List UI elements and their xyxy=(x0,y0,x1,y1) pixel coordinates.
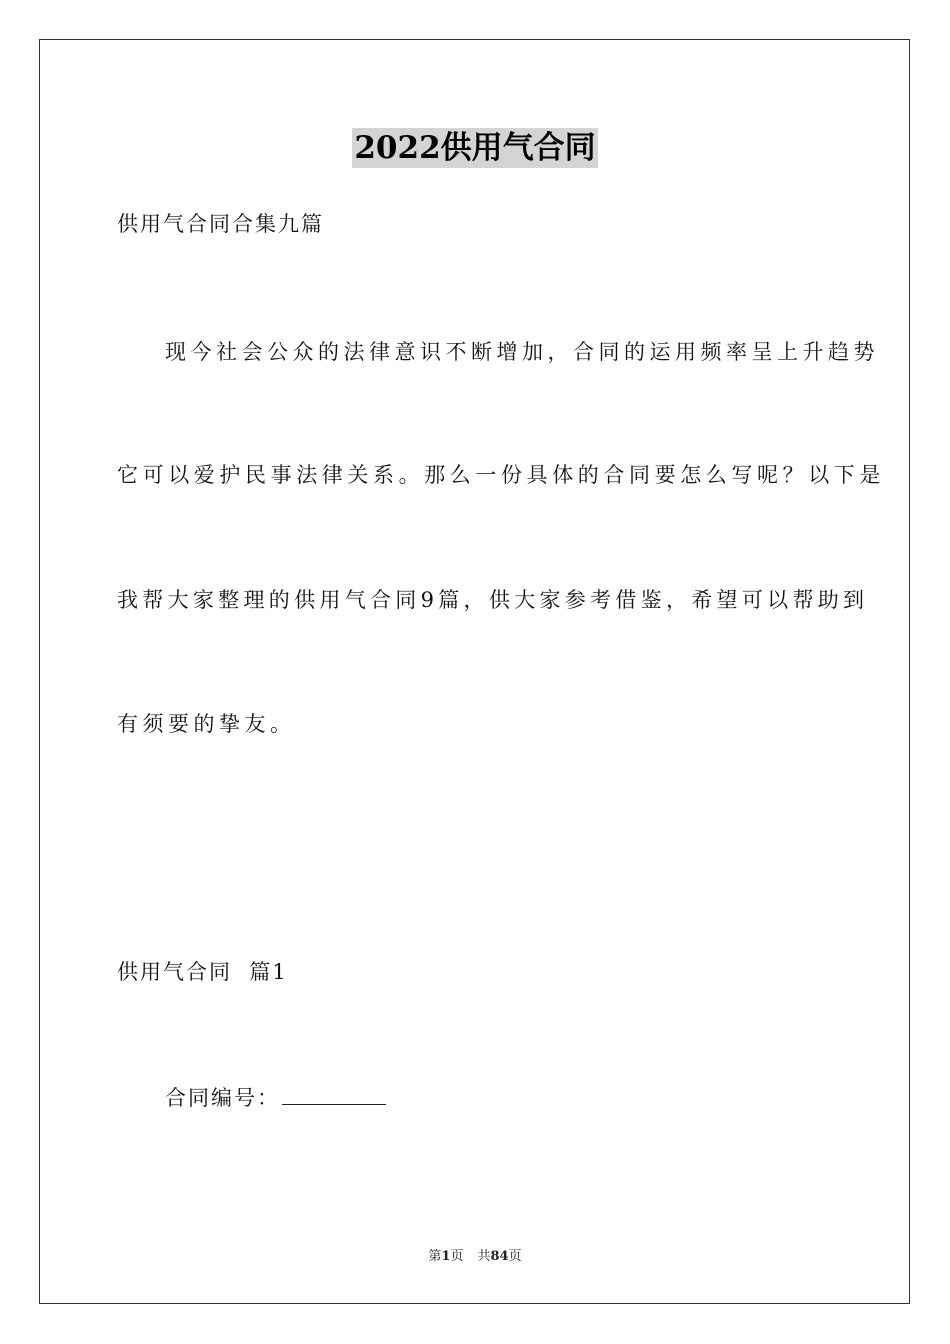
total-pages: 84 xyxy=(490,1249,509,1264)
intro-line-3: 我帮大家整理的供用气合同9篇，供大家参考借鉴，希望可以帮助到 xyxy=(117,588,869,612)
total-suffix: 页 xyxy=(508,1249,522,1264)
contract-number-blank xyxy=(282,1084,386,1105)
intro-line-2: 它可以爱护民事法律关系。那么一份具体的合同要怎么写呢？以下是 xyxy=(117,463,885,487)
page-prefix: 第 xyxy=(428,1249,442,1264)
contract-number-row xyxy=(165,1084,386,1112)
document-title: 2022供用气合同 xyxy=(354,130,596,166)
total-prefix: 共 xyxy=(477,1249,491,1264)
intro-line-4: 有须要的挚友。 xyxy=(117,712,296,736)
title-container xyxy=(0,128,950,168)
page-suffix: 页 xyxy=(450,1249,464,1264)
document-subtitle: 供用气合同合集九篇 xyxy=(117,212,324,236)
page-number: 1 xyxy=(441,1249,451,1264)
intro-line-1: 现今社会公众的法律意识不断增加，合同的运用频率呈上升趋势 xyxy=(165,340,879,364)
section-heading: 供用气合同 篇1 xyxy=(117,960,288,984)
contract-number-label: 合同编号： xyxy=(165,1086,280,1110)
page-footer xyxy=(0,1248,950,1266)
